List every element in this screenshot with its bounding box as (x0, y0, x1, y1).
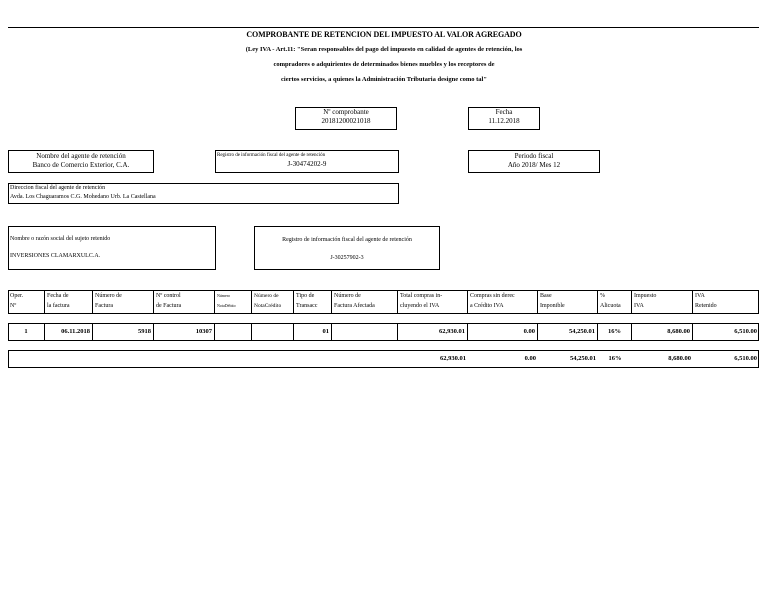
header-impuesto-iva-line: Impuesto (634, 293, 657, 299)
header-nota-credito (252, 290, 294, 314)
cell-base-imponible: 54,250.01 (538, 323, 598, 341)
header-compras-sin-derecho (468, 290, 538, 314)
header-nota-debito (215, 290, 252, 314)
agente-box (8, 150, 154, 173)
cell-total-compras: 62,930.01 (398, 323, 468, 341)
cell-compras-sin-derecho: 0.00 (468, 323, 538, 341)
agente-value: Banco de Comercio Exterior, C.A. (32, 161, 130, 169)
periodo-box (468, 150, 600, 173)
direccion-label: Direccion fiscal del agente de retención (10, 185, 106, 191)
header-total-compras-line: Total compras in- (400, 293, 443, 299)
periodo-value: Año 2018/ Mes 12 (507, 161, 561, 169)
rif-sujeto-label: Registro de información fiscal del agente de retención (282, 237, 412, 243)
header-nota-credito-line: Número de (254, 293, 279, 299)
header-iva-retenido-line: Retenido (695, 303, 717, 309)
header-iva-retenido-line: IVA (695, 293, 705, 299)
cell-factura-afectada (332, 323, 398, 341)
header-factura (93, 290, 154, 314)
header-impuesto-iva-line: IVA (634, 303, 644, 309)
cell-nota-debito (215, 323, 252, 341)
law-text-line-1: (Ley IVA - Art.11: "Seran responsables del pago del impuesto en calidad de agentes de retención, los (245, 46, 523, 53)
header-tipo-line: Tipo de (296, 293, 315, 299)
header-control-line: Nº control (156, 293, 181, 299)
total-impuesto-iva: 8,680.00 (668, 355, 691, 362)
header-compras-sin-derecho-line: Compras sin derec (470, 293, 515, 299)
header-fecha-line: Fecha de (47, 293, 69, 299)
cell-impuesto-iva: 8,680.00 (632, 323, 693, 341)
periodo-label: Periodo fiscal (514, 152, 554, 160)
fecha-value: 11.12.2018 (488, 117, 520, 125)
rif-agente-value: J-30474202-9 (287, 160, 327, 168)
top-rule (8, 27, 759, 28)
total-alicuota: 16% (608, 355, 622, 362)
header-oper-line: Nº (10, 303, 17, 309)
cell-tipo: 01 (294, 323, 332, 341)
comprobante-box (295, 107, 397, 130)
header-control-line: de Factura (156, 303, 182, 309)
header-fecha-line: la factura (47, 303, 70, 309)
header-factura-afectada-line: Factura Afectada (334, 303, 375, 309)
header-iva-retenido (693, 290, 759, 314)
header-factura-line: Número de (95, 293, 122, 299)
header-nota-debito-line: NotaDébito (217, 303, 236, 308)
header-nota-credito-line: NotaCrédito (254, 303, 282, 309)
cell-alicuota: 16% (598, 323, 632, 341)
header-oper-line: Oper. (10, 293, 24, 299)
cell-iva-retenido: 6,510.00 (734, 328, 757, 335)
header-alicuota-line: % (600, 293, 605, 299)
total-compras-sin-derecho: 0.00 (524, 355, 536, 362)
document-title: COMPROBANTE DE RETENCION DEL IMPUESTO AL VALOR AGREGADO (246, 30, 522, 39)
header-alicuota-line: Alicuota (600, 303, 621, 309)
direccion-box (8, 183, 399, 204)
header-impuesto-iva (632, 290, 693, 314)
header-nota-debito-line: Número (217, 293, 231, 298)
header-tipo (294, 290, 332, 314)
comprobante-label: Nº comprobante (323, 108, 369, 116)
direccion-value: Avda. Los Chaguaramos C.G. Mohedano Urb. La Castellana (10, 194, 156, 200)
header-factura-afectada (332, 290, 398, 314)
header-total-compras (398, 290, 468, 314)
comprobante-value: 20181200021018 (321, 117, 371, 125)
total-iva-retenido: 6,510.00 (734, 355, 757, 362)
cell-nota-credito (252, 323, 294, 341)
fecha-box (468, 107, 540, 130)
total-base-imponible: 54,250.01 (570, 355, 596, 362)
rif-agente-box (215, 150, 399, 173)
cell-fecha: 06.11.2018 (45, 323, 93, 341)
fecha-label: Fecha (495, 108, 513, 116)
sujeto-box (8, 226, 216, 270)
header-control (154, 290, 215, 314)
header-total-compras-line: cluyendo el IVA (400, 303, 440, 309)
sujeto-label: Nombre o razón social del sujeto retenido (10, 236, 111, 242)
header-base-imponible (538, 290, 598, 314)
header-oper (8, 290, 45, 314)
sujeto-value: INVERSIONES CLAMARXULC.A. (10, 253, 101, 259)
header-factura-line: Factura (95, 303, 113, 309)
header-fecha (45, 290, 93, 314)
law-text-line-2: compradores o adquirientes de determinados bienes muebles y los receptores de (273, 61, 495, 68)
header-factura-afectada-line: Número de (334, 293, 361, 299)
header-base-imponible-line: Imponible (540, 303, 565, 309)
header-alicuota (598, 290, 632, 314)
header-base-imponible-line: Base (540, 293, 552, 299)
cell-factura: 5918 (93, 323, 154, 341)
cell-oper: 1 (8, 323, 45, 341)
header-compras-sin-derecho-line: a Crédito IVA (470, 303, 504, 309)
law-text-line-3: ciertos servicios, a quienes la Administración Tributaria designe como tal" (281, 76, 487, 83)
rif-sujeto-box (254, 226, 440, 270)
rif-sujeto-value: J-30257902-3 (330, 255, 364, 261)
header-tipo-line: Transacc (296, 303, 318, 309)
cell-control: 10307 (154, 323, 215, 341)
total-total-compras: 62,930.01 (440, 355, 466, 362)
agente-label: Nombre del agente de retención (36, 152, 126, 160)
rif-agente-label: Registro de información fiscal del agente de retención (217, 153, 326, 158)
